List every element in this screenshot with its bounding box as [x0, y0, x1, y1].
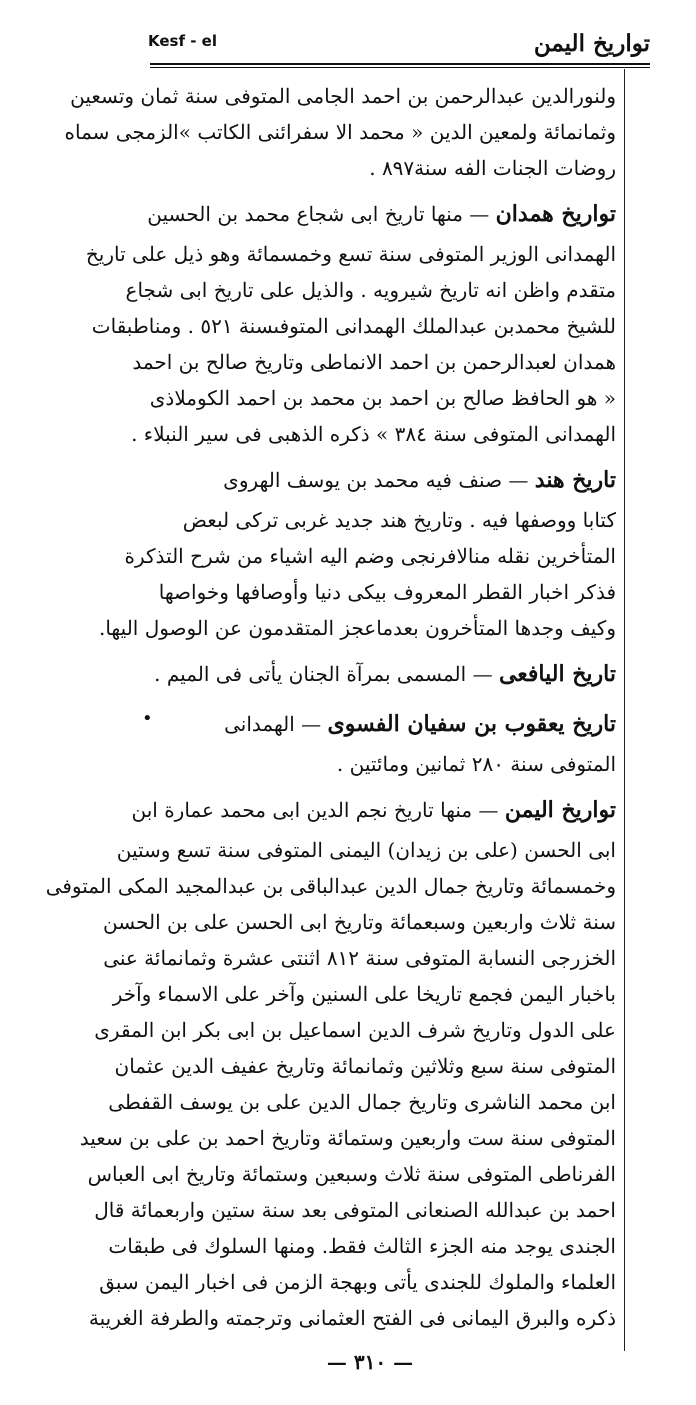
book-label: Kesf - el: [148, 32, 217, 50]
text-line: سنة ثلاث واربعين وسبعمائة وتاريخ ابى الحسن على بن الحسن: [103, 910, 616, 934]
column-rule: [624, 69, 625, 1351]
entry-yafii: [152, 652, 616, 696]
text-line: ابن محمد الناشرى وتاريخ جمال الدين على بن يوسف القفطى: [108, 1090, 616, 1114]
entry-heading: تواريخ اليمن: [504, 797, 616, 823]
text-line: وكيف وجدها المتأخرون بعدماعجز المتقدمون عن الوصول اليها.: [98, 616, 616, 640]
text-line: فذكر اخبار القطر المعروف بيكى دنيا وأوصافها وخواصها: [158, 580, 616, 604]
text-line: احمد بن عبدالله الصنعانى المتوفى بعد سنة ستين واربعمائة قال: [94, 1198, 616, 1222]
entry-heading: تاريخ اليافعى: [498, 661, 616, 687]
entry-first-rest: — منها تاريخ نجم الدين ابى محمد عمارة ابن: [131, 798, 499, 822]
text-line: « هو الحافظ صالح بن احمد بن محمد بن احمد الكوملاذى: [149, 386, 616, 410]
text-line: الخزرجى النسابة المتوفى سنة ٨١٢ اثنتى عشرة وثمانمائة عنى: [103, 946, 616, 970]
page-number: — ٣١٠ —: [326, 1350, 414, 1374]
text-line: الهمدانى المتوفى سنة ٣٨٤ » ذكره الذهبى فى سير النبلاء .: [131, 422, 616, 446]
entry-heading: تواريخ همدان: [495, 201, 616, 227]
text-line: على الدول وتاريخ شرف الدين اسماعيل بن ابى بكر ابن المقرى: [94, 1018, 616, 1042]
entry-first-line: [131, 788, 616, 832]
entry-heading: تاريخ يعقوب بن سفيان الفسوى: [327, 711, 616, 737]
text-line: للشيخ محمدبن عبدالملك الهمدانى المتوفىسنة ٥٢١ . ومناطبقات: [91, 314, 616, 338]
entry-yaqub: [152, 702, 616, 782]
entry-hind: [98, 458, 616, 646]
entry-heading: تاريخ هند: [534, 467, 616, 493]
page-header: [148, 28, 650, 64]
entry-first-line: [147, 192, 616, 236]
entry-first-line: [152, 702, 616, 746]
entry-hamadan: [85, 192, 616, 452]
text-line: متقدم واظن انه تاريخ شيرويه . والذيل على تاريخ ابى شجاع: [125, 278, 616, 302]
text-line: ذكره والبرق اليمانى فى الفتح العثمانى وترجمته والطرفة الغريبة: [88, 1306, 616, 1330]
entry-first-rest: — الهمدانى: [224, 712, 322, 736]
running-title: تواريخ اليمن: [533, 30, 650, 57]
text-line: المتأخرين نقله منالافرنجى وضم اليه اشياء من شرح التذكرة: [124, 544, 616, 568]
text-line: باخبار اليمن فجمع تاريخا على السنين وآخر على الاسماء وآخر: [112, 982, 616, 1006]
text-line: الجندى يوجد منه الجزء الثالث فقط. ومنها السلوك فى طبقات: [108, 1234, 616, 1258]
text-line: الفرناطى المتوفى سنة ثلاث وسبعين وستمائة وتاريخ ابى العباس: [87, 1162, 616, 1186]
entry-continuation: [64, 78, 616, 186]
text-line: كتابا ووصفها فيه . وتاريخ هند جديد غربى تركى لبعض: [182, 508, 616, 532]
text-line: ولنورالدين عبدالرحمن بن احمد الجامى المتوفى سنة ثمان وتسعين: [70, 84, 616, 108]
text-line: وثمانمائة ولمعين الدين « محمد الا سفرائنى الكاتب »الزمجى سماه: [64, 120, 616, 144]
entry-first-line: [152, 652, 616, 696]
entry-first-rest: — المسمى بمرآة الجنان يأتى فى الميم .: [154, 662, 493, 686]
text-line: المتوفى سنة ٢٨٠ ثمانين ومائتين .: [336, 752, 616, 776]
entry-first-line: [152, 458, 616, 502]
entry-yemen: [45, 788, 616, 1336]
header-rule: [150, 63, 650, 65]
text-line: الهمدانى الوزير المتوفى سنة تسع وخمسمائة وهو ذيل على تاريخ: [85, 242, 616, 266]
entry-first-rest: — صنف فيه محمد بن يوسف الهروى: [223, 468, 529, 492]
text-line: ابى الحسن (على بن زيدان) اليمنى المتوفى سنة تسع وستين: [116, 838, 616, 862]
header-rule-thin: [150, 67, 650, 68]
text-line: المتوفى سنة ست واربعين وستمائة وتاريخ احمد بن على بن سعيد: [79, 1126, 616, 1150]
text-line: روضات الجنات الفه سنة۸۹۷ .: [369, 156, 616, 180]
margin-bullet: •: [142, 708, 153, 729]
text-line: المتوفى سنة سبع وثلاثين وثمانمائة وتاريخ عفيف الدين عثمان: [114, 1054, 616, 1078]
text-line: همدان لعبدالرحمن بن احمد الانماطى وتاريخ صالح بن احمد: [132, 350, 616, 374]
text-line: العلماء والملوك للجندى يأتى وبهجة الزمن فى اخبار اليمن سبق: [99, 1270, 616, 1294]
text-line: وخمسمائة وتاريخ جمال الدين عبدالباقى بن عبدالمجيد المكى المتوفى: [45, 874, 616, 898]
main-text: [45, 78, 616, 1342]
entry-first-rest: — منها تاريخ ابى شجاع محمد بن الحسين: [147, 202, 490, 226]
